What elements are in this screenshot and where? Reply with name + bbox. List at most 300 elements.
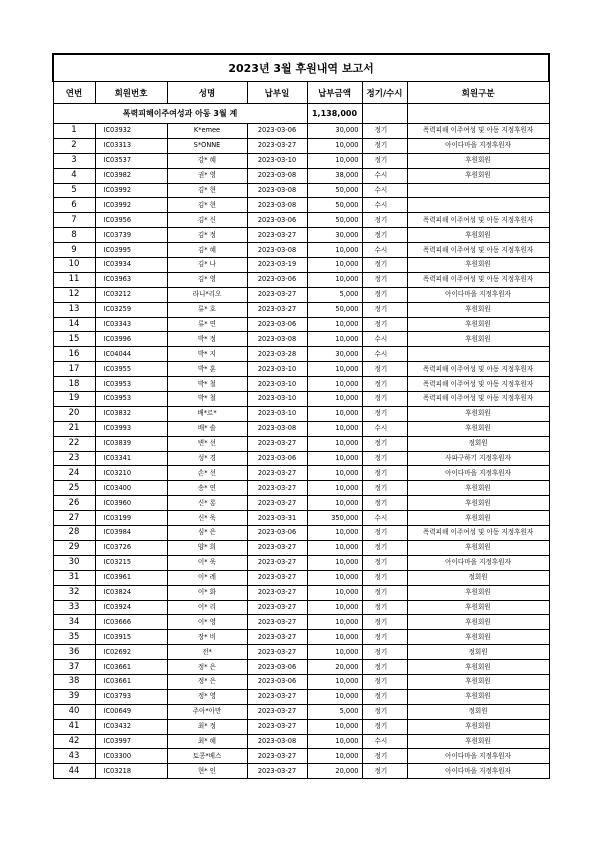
cell-type: 정기 — [362, 362, 407, 377]
cell-date: 2023-03-08 — [247, 421, 307, 436]
cell-amount: 10,000 — [307, 377, 362, 392]
cell-member-id: IC03996 — [95, 332, 167, 347]
cell-date: 2023-03-08 — [247, 243, 307, 258]
cell-date: 2023-03-06 — [247, 124, 307, 139]
donation-table — [52, 53, 550, 779]
cell-name: 강* 혜 — [167, 153, 247, 168]
cell-member-id: IC03956 — [95, 213, 167, 228]
cell-member-id: IC03215 — [95, 555, 167, 570]
table-row — [53, 168, 549, 183]
cell-no: 41 — [53, 719, 95, 734]
cell-category: 폭력피해 이주여성 및 아동 지정후원자 — [407, 124, 549, 139]
table-row — [53, 481, 549, 496]
cell-no: 44 — [53, 764, 95, 779]
cell-amount: 10,000 — [307, 615, 362, 630]
cell-name: 배*르* — [167, 406, 247, 421]
cell-no: 26 — [53, 496, 95, 511]
cell-no: 35 — [53, 630, 95, 645]
cell-type: 정기 — [362, 406, 407, 421]
cell-type: 정기 — [362, 585, 407, 600]
cell-no: 12 — [53, 287, 95, 302]
table-row — [53, 287, 549, 302]
table-row — [53, 660, 549, 675]
cell-member-id: IC03982 — [95, 168, 167, 183]
cell-member-id: IC03313 — [95, 138, 167, 153]
table-row — [53, 689, 549, 704]
cell-amount: 30,000 — [307, 228, 362, 243]
table-row — [53, 734, 549, 749]
header-row — [53, 82, 549, 104]
cell-name: 주아*아만 — [167, 704, 247, 719]
cell-member-id: IC03661 — [95, 674, 167, 689]
cell-category: 정회원 — [407, 704, 549, 719]
cell-category: 후원회원 — [407, 421, 549, 436]
cell-amount: 10,000 — [307, 749, 362, 764]
cell-amount: 10,000 — [307, 526, 362, 541]
cell-amount: 10,000 — [307, 332, 362, 347]
cell-no: 8 — [53, 228, 95, 243]
cell-category: 폭력피해 이주여성 및 아동 지정후원자 — [407, 362, 549, 377]
cell-date: 2023-03-06 — [247, 451, 307, 466]
cell-date: 2023-03-08 — [247, 198, 307, 213]
cell-no: 5 — [53, 183, 95, 198]
cell-amount: 5,000 — [307, 704, 362, 719]
cell-date: 2023-03-06 — [247, 213, 307, 228]
cell-name: 박* 훈 — [167, 362, 247, 377]
table-row — [53, 674, 549, 689]
cell-date: 2023-03-27 — [247, 764, 307, 779]
cell-category: 후원회원 — [407, 660, 549, 675]
cell-type: 정기 — [362, 302, 407, 317]
table-row — [53, 749, 549, 764]
cell-name: 김* 정 — [167, 228, 247, 243]
table-row — [53, 362, 549, 377]
cell-amount: 50,000 — [307, 213, 362, 228]
cell-category: 사파구하기 지정후원자 — [407, 451, 549, 466]
cell-name: 장* 비 — [167, 630, 247, 645]
cell-category: 후원회원 — [407, 511, 549, 526]
cell-no: 34 — [53, 615, 95, 630]
cell-date: 2023-03-08 — [247, 734, 307, 749]
cell-amount: 10,000 — [307, 630, 362, 645]
table-row — [53, 198, 549, 213]
cell-type: 수시 — [362, 421, 407, 436]
cell-date: 2023-03-27 — [247, 540, 307, 555]
cell-date: 2023-03-27 — [247, 704, 307, 719]
cell-no: 18 — [53, 377, 95, 392]
cell-member-id: IC03218 — [95, 764, 167, 779]
cell-date: 2023-03-10 — [247, 377, 307, 392]
table-row — [53, 258, 549, 273]
cell-member-id: IC03537 — [95, 153, 167, 168]
cell-date: 2023-03-08 — [247, 183, 307, 198]
cell-amount: 10,000 — [307, 406, 362, 421]
cell-no: 27 — [53, 511, 95, 526]
table-row — [53, 332, 549, 347]
cell-category: 정회원 — [407, 570, 549, 585]
cell-date: 2023-03-27 — [247, 287, 307, 302]
table-row — [53, 704, 549, 719]
cell-category: 후원회원 — [407, 168, 549, 183]
table-row — [53, 496, 549, 511]
cell-amount: 10,000 — [307, 153, 362, 168]
cell-category: 아이다마을 지정후원자 — [407, 555, 549, 570]
cell-amount: 10,000 — [307, 689, 362, 704]
cell-amount: 10,000 — [307, 496, 362, 511]
table-row — [53, 243, 549, 258]
table-row — [53, 630, 549, 645]
cell-no: 37 — [53, 660, 95, 675]
cell-date: 2023-03-06 — [247, 317, 307, 332]
cell-date: 2023-03-27 — [247, 481, 307, 496]
cell-date: 2023-03-08 — [247, 168, 307, 183]
cell-date: 2023-03-06 — [247, 660, 307, 675]
cell-member-id: IC00649 — [95, 704, 167, 719]
cell-name: K*emee — [167, 124, 247, 139]
cell-date: 2023-03-27 — [247, 555, 307, 570]
table-row — [53, 406, 549, 421]
cell-category: 폭력피해 이주여성 및 아동 지정후원자 — [407, 213, 549, 228]
cell-member-id: IC03953 — [95, 377, 167, 392]
table-row — [53, 124, 549, 139]
cell-type: 정기 — [362, 272, 407, 287]
cell-name: 정* 영 — [167, 689, 247, 704]
cell-member-id: IC03932 — [95, 124, 167, 139]
cell-no: 36 — [53, 645, 95, 660]
cell-member-id: IC03259 — [95, 302, 167, 317]
cell-no: 1 — [53, 124, 95, 139]
cell-no: 24 — [53, 466, 95, 481]
table-row — [53, 764, 549, 779]
col-header-type: 정기/수시 — [362, 82, 407, 104]
cell-type: 수시 — [362, 734, 407, 749]
col-header-name: 성명 — [167, 82, 247, 104]
cell-amount: 10,000 — [307, 645, 362, 660]
cell-type: 정기 — [362, 749, 407, 764]
cell-category: 후원회원 — [407, 734, 549, 749]
cell-category: 폭력피해 이주여성 및 아동 지정후원자 — [407, 392, 549, 407]
cell-member-id: IC03793 — [95, 689, 167, 704]
cell-member-id: IC03432 — [95, 719, 167, 734]
cell-amount: 10,000 — [307, 138, 362, 153]
cell-date: 2023-03-10 — [247, 406, 307, 421]
cell-category: 후원회원 — [407, 258, 549, 273]
report-sheet — [52, 53, 548, 779]
cell-name: 박* 정 — [167, 332, 247, 347]
cell-member-id: IC03199 — [95, 511, 167, 526]
cell-no: 7 — [53, 213, 95, 228]
cell-category: 후원회원 — [407, 153, 549, 168]
cell-name: 심* 은 — [167, 526, 247, 541]
cell-no: 11 — [53, 272, 95, 287]
cell-name: 김* 나 — [167, 258, 247, 273]
cell-category: 폭력피해 이주여성 및 아동 지정후원자 — [407, 377, 549, 392]
cell-category: 폭력피해 이주여성 및 아동 지정후원자 — [407, 243, 549, 258]
table-row — [53, 183, 549, 198]
cell-member-id: IC03824 — [95, 585, 167, 600]
cell-date: 2023-03-27 — [247, 749, 307, 764]
table-row — [53, 526, 549, 541]
cell-member-id: IC03666 — [95, 615, 167, 630]
cell-date: 2023-03-08 — [247, 332, 307, 347]
cell-no: 20 — [53, 406, 95, 421]
cell-category: 후원회원 — [407, 600, 549, 615]
cell-member-id: IC03993 — [95, 421, 167, 436]
cell-date: 2023-03-27 — [247, 645, 307, 660]
cell-date: 2023-03-27 — [247, 630, 307, 645]
cell-category: 아이다마을 지정후원자 — [407, 749, 549, 764]
cell-category: 아이다마을 지정후원자 — [407, 287, 549, 302]
cell-no: 3 — [53, 153, 95, 168]
cell-category: 정회원 — [407, 436, 549, 451]
cell-date: 2023-03-27 — [247, 436, 307, 451]
cell-member-id: IC03661 — [95, 660, 167, 675]
cell-date: 2023-03-27 — [247, 302, 307, 317]
cell-type: 정기 — [362, 138, 407, 153]
cell-member-id: IC03915 — [95, 630, 167, 645]
table-row — [53, 392, 549, 407]
cell-category: 후원회원 — [407, 228, 549, 243]
cell-no: 29 — [53, 540, 95, 555]
cell-category: 후원회원 — [407, 585, 549, 600]
cell-type: 정기 — [362, 153, 407, 168]
cell-type: 정기 — [362, 287, 407, 302]
cell-type: 정기 — [362, 228, 407, 243]
cell-amount: 10,000 — [307, 674, 362, 689]
cell-member-id: IC03343 — [95, 317, 167, 332]
table-row — [53, 540, 549, 555]
cell-date: 2023-03-27 — [247, 466, 307, 481]
cell-type: 정기 — [362, 674, 407, 689]
table-row — [53, 570, 549, 585]
cell-name: 현* 인 — [167, 764, 247, 779]
cell-name: 최* 정 — [167, 719, 247, 734]
cell-amount: 350,000 — [307, 511, 362, 526]
cell-category: 후원회원 — [407, 302, 549, 317]
cell-name: 류* 호 — [167, 302, 247, 317]
cell-name: 류* 연 — [167, 317, 247, 332]
cell-member-id: IC03210 — [95, 466, 167, 481]
cell-category: 후원회원 — [407, 317, 549, 332]
cell-name: 신* 롱 — [167, 496, 247, 511]
cell-category: 후원회원 — [407, 719, 549, 734]
table-row — [53, 466, 549, 481]
summary-label: 폭력피해이주여성과 아동 3월 계 — [53, 104, 307, 124]
cell-type: 정기 — [362, 451, 407, 466]
cell-date: 2023-03-27 — [247, 138, 307, 153]
cell-no: 13 — [53, 302, 95, 317]
cell-name: 박* 철 — [167, 377, 247, 392]
cell-amount: 10,000 — [307, 555, 362, 570]
col-header-amount: 납부금액 — [307, 82, 362, 104]
cell-amount: 10,000 — [307, 258, 362, 273]
table-row — [53, 555, 549, 570]
cell-type: 정기 — [362, 540, 407, 555]
cell-category: 후원회원 — [407, 406, 549, 421]
cell-type: 정기 — [362, 615, 407, 630]
cell-member-id: IC03995 — [95, 243, 167, 258]
table-row — [53, 436, 549, 451]
cell-member-id: IC03955 — [95, 362, 167, 377]
cell-date: 2023-03-19 — [247, 258, 307, 273]
cell-type: 수시 — [362, 511, 407, 526]
cell-name: 송* 연 — [167, 481, 247, 496]
cell-no: 19 — [53, 392, 95, 407]
cell-member-id: IC03953 — [95, 392, 167, 407]
cell-date: 2023-03-10 — [247, 392, 307, 407]
cell-member-id: IC03839 — [95, 436, 167, 451]
cell-amount: 10,000 — [307, 243, 362, 258]
cell-date: 2023-03-31 — [247, 511, 307, 526]
cell-amount: 10,000 — [307, 719, 362, 734]
cell-amount: 10,000 — [307, 272, 362, 287]
cell-amount: 20,000 — [307, 660, 362, 675]
cell-no: 22 — [53, 436, 95, 451]
cell-date: 2023-03-27 — [247, 600, 307, 615]
cell-member-id: IC03739 — [95, 228, 167, 243]
cell-amount: 10,000 — [307, 540, 362, 555]
cell-amount: 30,000 — [307, 347, 362, 362]
cell-member-id: IC02692 — [95, 645, 167, 660]
cell-amount: 10,000 — [307, 436, 362, 451]
cell-type: 정기 — [362, 630, 407, 645]
table-row — [53, 153, 549, 168]
table-row — [53, 272, 549, 287]
cell-amount: 10,000 — [307, 570, 362, 585]
summary-row — [53, 104, 549, 124]
cell-member-id: IC03832 — [95, 406, 167, 421]
col-header-category: 회원구분 — [407, 82, 549, 104]
cell-amount: 50,000 — [307, 302, 362, 317]
summary-total: 1,138,000 — [307, 104, 362, 124]
cell-type: 수시 — [362, 243, 407, 258]
cell-category: 후원회원 — [407, 540, 549, 555]
table-row — [53, 451, 549, 466]
cell-member-id: IC03726 — [95, 540, 167, 555]
cell-amount: 20,000 — [307, 764, 362, 779]
cell-no: 17 — [53, 362, 95, 377]
cell-no: 6 — [53, 198, 95, 213]
cell-type: 수시 — [362, 168, 407, 183]
cell-amount: 5,000 — [307, 287, 362, 302]
cell-type: 정기 — [362, 600, 407, 615]
cell-date: 2023-03-10 — [247, 362, 307, 377]
cell-date: 2023-03-27 — [247, 496, 307, 511]
cell-name: 김* 현 — [167, 198, 247, 213]
cell-name: 김* 현 — [167, 183, 247, 198]
cell-no: 2 — [53, 138, 95, 153]
cell-no: 14 — [53, 317, 95, 332]
table-row — [53, 600, 549, 615]
cell-type: 수시 — [362, 332, 407, 347]
cell-member-id: IC03212 — [95, 287, 167, 302]
cell-type: 수시 — [362, 183, 407, 198]
cell-category: 후원회원 — [407, 332, 549, 347]
cell-no: 25 — [53, 481, 95, 496]
cell-type: 수시 — [362, 347, 407, 362]
cell-category: 후원회원 — [407, 481, 549, 496]
col-header-member-id: 회원번호 — [95, 82, 167, 104]
cell-name: 이* 례 — [167, 570, 247, 585]
cell-name: 변* 선 — [167, 436, 247, 451]
cell-type: 정기 — [362, 258, 407, 273]
cell-no: 9 — [53, 243, 95, 258]
cell-date: 2023-03-27 — [247, 585, 307, 600]
table-row — [53, 719, 549, 734]
cell-no: 33 — [53, 600, 95, 615]
cell-type: 정기 — [362, 719, 407, 734]
cell-amount: 10,000 — [307, 362, 362, 377]
cell-date: 2023-03-27 — [247, 570, 307, 585]
cell-name: 성* 경 — [167, 451, 247, 466]
cell-name: 최* 혜 — [167, 734, 247, 749]
cell-member-id: IC03992 — [95, 198, 167, 213]
cell-category: 후원회원 — [407, 496, 549, 511]
cell-type: 정기 — [362, 436, 407, 451]
table-row — [53, 302, 549, 317]
cell-amount: 10,000 — [307, 481, 362, 496]
cell-no: 15 — [53, 332, 95, 347]
summary-empty-type — [362, 104, 407, 124]
cell-category: 폭력피해 이주여성 및 아동 지정후원자 — [407, 526, 549, 541]
cell-no: 40 — [53, 704, 95, 719]
cell-amount: 50,000 — [307, 198, 362, 213]
cell-type: 정기 — [362, 392, 407, 407]
cell-name: 라니*리오 — [167, 287, 247, 302]
cell-name: 전* — [167, 645, 247, 660]
cell-date: 2023-03-27 — [247, 615, 307, 630]
cell-category: 후원회원 — [407, 630, 549, 645]
cell-amount: 10,000 — [307, 585, 362, 600]
cell-name: 이* 리 — [167, 600, 247, 615]
cell-name: 이* 화 — [167, 585, 247, 600]
cell-name: 정* 은 — [167, 674, 247, 689]
cell-member-id: IC03960 — [95, 496, 167, 511]
table-row — [53, 645, 549, 660]
col-header-date: 납부일 — [247, 82, 307, 104]
table-row — [53, 347, 549, 362]
table-row — [53, 138, 549, 153]
cell-category: 아이다마을 지정후원자 — [407, 466, 549, 481]
cell-name: 정* 은 — [167, 660, 247, 675]
cell-name: 신* 욱 — [167, 511, 247, 526]
cell-category: 정회원 — [407, 645, 549, 660]
cell-date: 2023-03-27 — [247, 689, 307, 704]
table-row — [53, 615, 549, 630]
cell-member-id: IC03341 — [95, 451, 167, 466]
cell-type: 정기 — [362, 555, 407, 570]
cell-name: 박* 지 — [167, 347, 247, 362]
cell-no: 28 — [53, 526, 95, 541]
cell-name: S*ONNE — [167, 138, 247, 153]
cell-category: 아이다마을 지정후원자 — [407, 764, 549, 779]
cell-name: 김* 혜 — [167, 243, 247, 258]
cell-amount: 10,000 — [307, 466, 362, 481]
cell-date: 2023-03-06 — [247, 272, 307, 287]
cell-no: 21 — [53, 421, 95, 436]
col-header-no: 연번 — [53, 82, 95, 104]
cell-no: 31 — [53, 570, 95, 585]
cell-amount: 10,000 — [307, 392, 362, 407]
cell-name: 김* 영 — [167, 272, 247, 287]
cell-type: 정기 — [362, 481, 407, 496]
cell-no: 16 — [53, 347, 95, 362]
cell-member-id: IC03300 — [95, 749, 167, 764]
table-row — [53, 213, 549, 228]
cell-category: 후원회원 — [407, 615, 549, 630]
cell-member-id: IC03984 — [95, 526, 167, 541]
cell-member-id: IC03992 — [95, 183, 167, 198]
